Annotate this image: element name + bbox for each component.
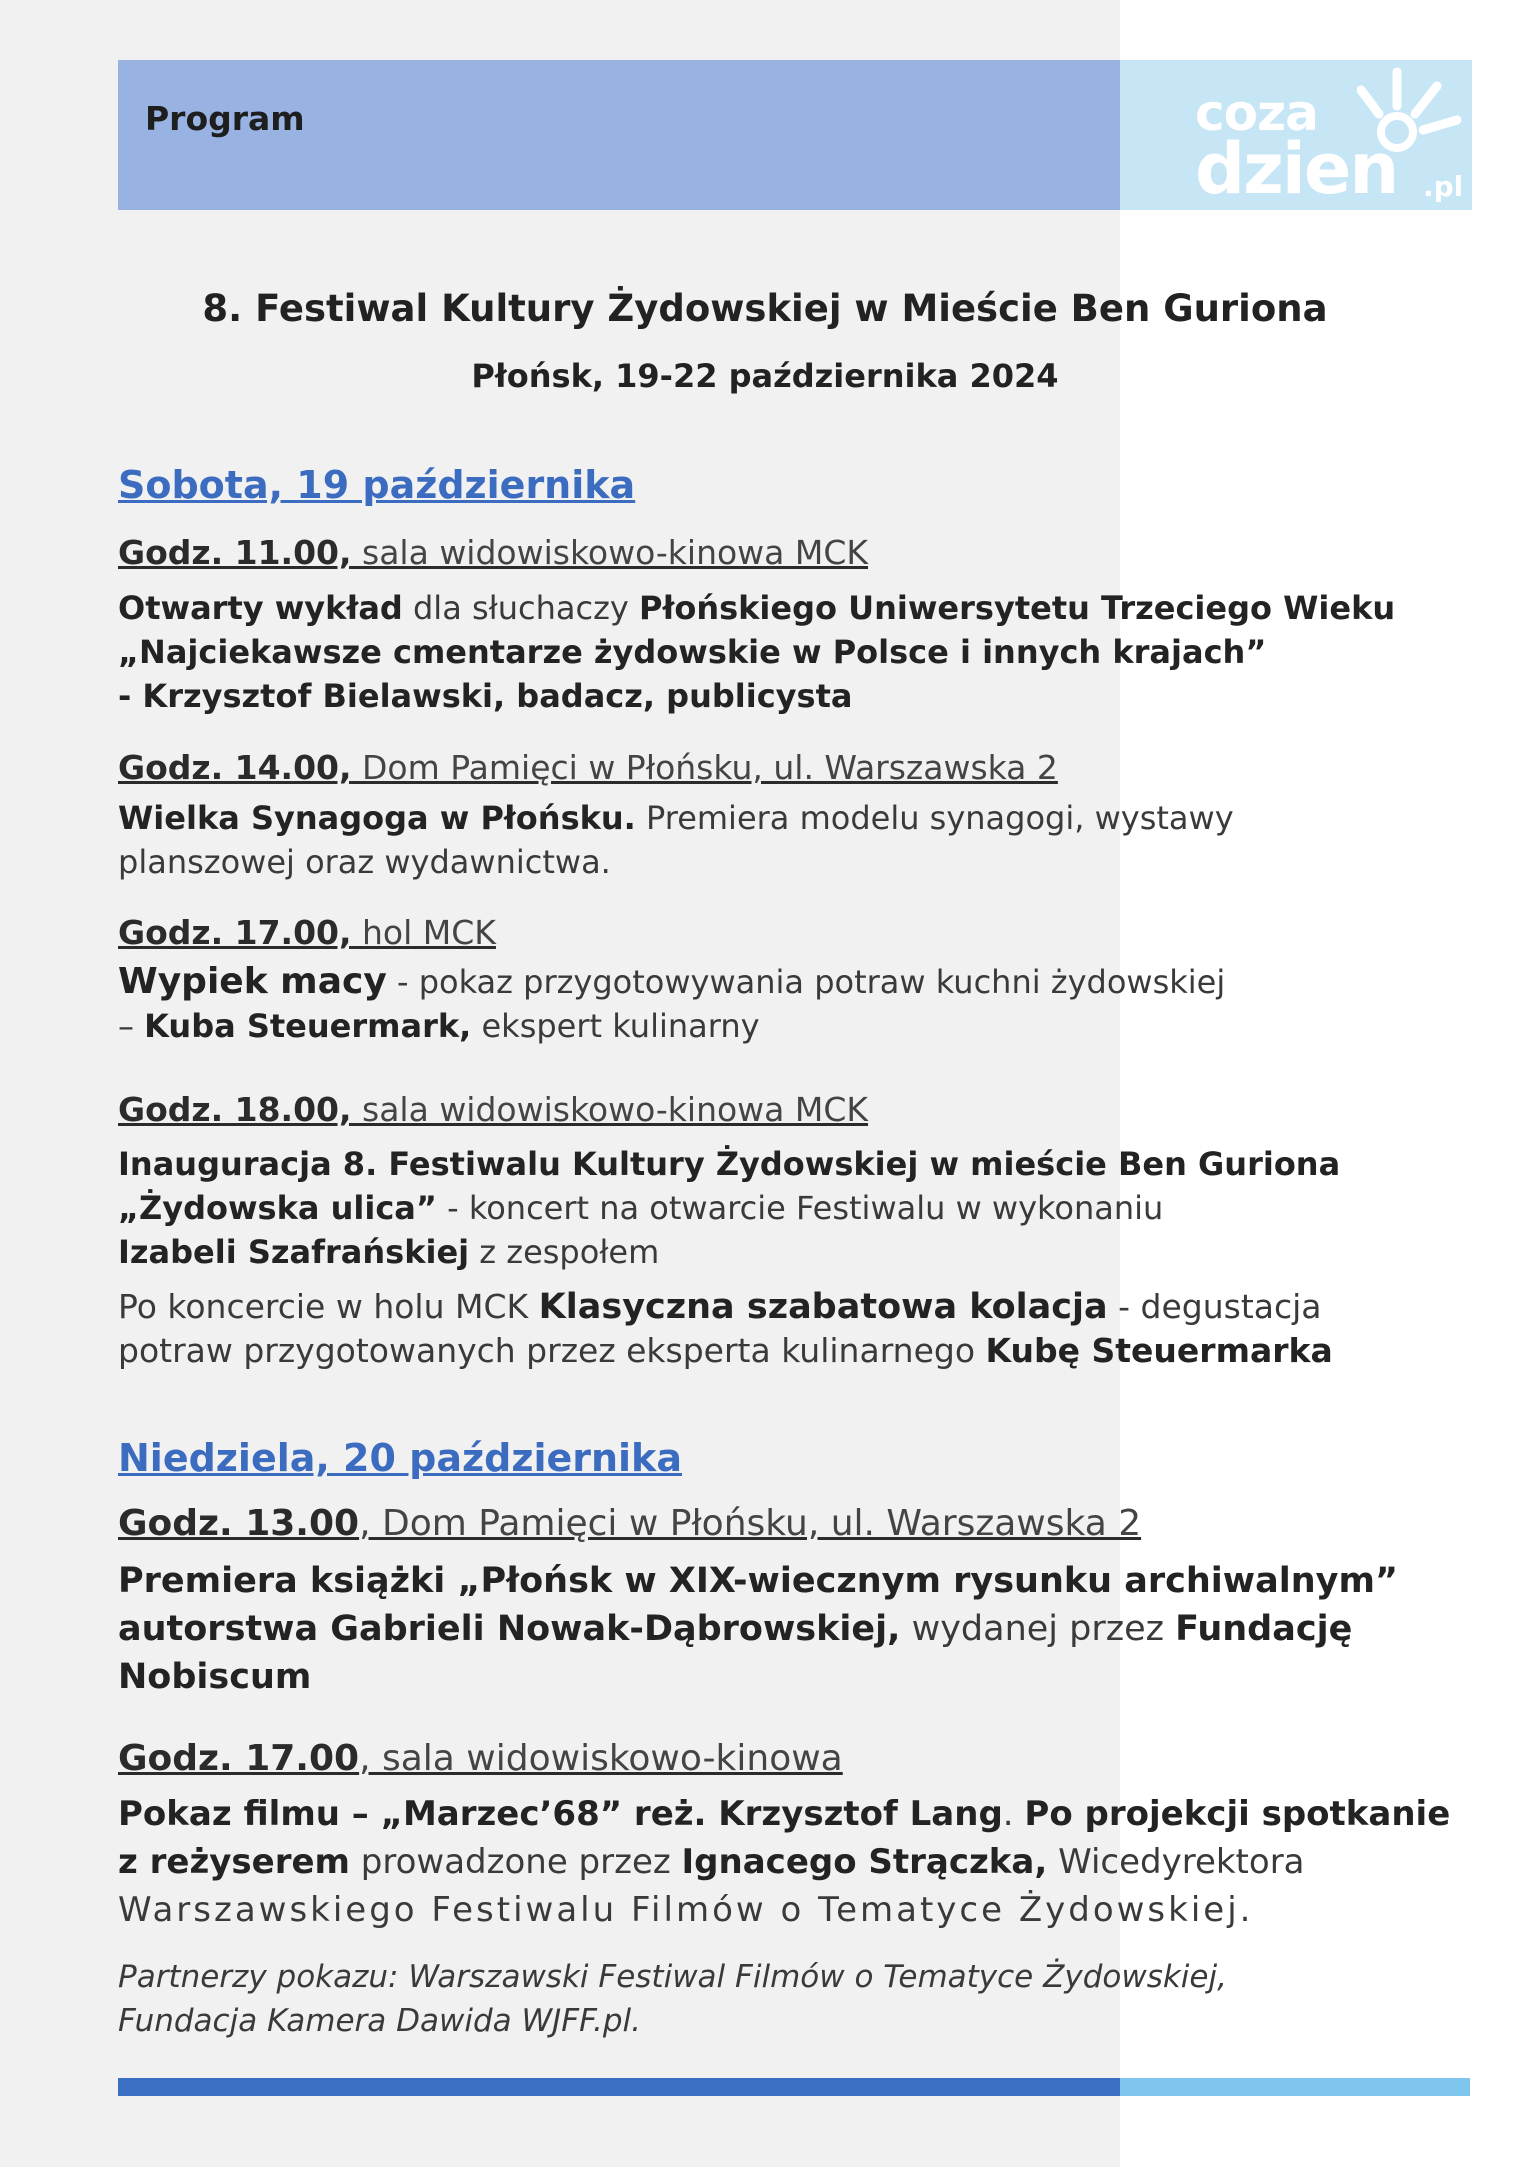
description-line (118, 840, 1234, 884)
text: ekspert kulinarny (471, 1007, 760, 1045)
event-description (118, 1557, 1398, 1701)
event-place: , Dom Pamięci w Płońsku, ul. Warszawska 2 (359, 1503, 1142, 1544)
event-time (118, 533, 868, 572)
event-hour: Godz. 18.00, (118, 1090, 352, 1129)
event-place: sala widowiskowo-kinowa MCK (351, 1090, 869, 1129)
description-line (118, 674, 1395, 718)
italic-text: Partnerzy pokazu: Warszawski Festiwal Filmów o Tematyce Żydowskiej, (118, 1959, 1227, 1995)
footer-bar-accent (1120, 2078, 1470, 2096)
text: - degustacja (1107, 1287, 1322, 1326)
dinner-description (118, 1285, 1333, 1373)
text: Po koncercie w holu MCK (118, 1287, 539, 1326)
description-line (118, 630, 1395, 674)
text: - koncert na otwarcie Festiwalu w wykonaniu (436, 1189, 1164, 1227)
event-hour: Godz. 17.00, (118, 913, 352, 952)
bold-text: autorstwa Gabrieli Nowak-Dąbrowskiej, (118, 1609, 901, 1649)
event-place: hol MCK (351, 913, 496, 952)
logo-text-dzien: dzien (1195, 128, 1398, 210)
day-heading-sunday: Niedziela, 20 października (118, 1436, 682, 1480)
bold-text: Nobiscum (118, 1657, 312, 1697)
day-heading-saturday: Sobota, 19 października (118, 463, 636, 507)
logo-text-pl: .pl (1423, 170, 1464, 203)
program-label: Program (145, 99, 305, 138)
description-line (118, 796, 1234, 840)
description-line (118, 1004, 1225, 1048)
festival-dates: Płońsk, 19-22 października 2024 (471, 357, 1059, 395)
event-description (118, 960, 1225, 1048)
description-line (118, 1186, 1340, 1230)
event-description (118, 1790, 1450, 1934)
bold-text: Premiera książki „Płońsk w XIX-wiecznym rysunku archiwalnym” (118, 1561, 1398, 1601)
bold-text: „Najciekawsze cmentarze żydowskie w Polsce i innych krajach” (118, 633, 1267, 671)
description-line (118, 1838, 1450, 1886)
bold-text: Izabeli Szafrańskiej (118, 1233, 470, 1271)
partners-line (118, 1999, 1227, 2043)
event-time (118, 1738, 843, 1779)
description-line (118, 586, 1395, 630)
text: Wicedyrektora (1047, 1842, 1305, 1882)
festival-title: 8. Festiwal Kultury Żydowskiej w Mieście Ben Guriona (202, 287, 1328, 330)
text: wydanej przez (900, 1609, 1176, 1649)
description-line (118, 1285, 1333, 1329)
event-description (118, 1142, 1340, 1274)
logo-text-coza: coza (1195, 84, 1318, 142)
bold-text: „Żydowska ulica” (118, 1189, 437, 1227)
text: – (118, 1007, 145, 1045)
event-place: sala widowiskowo-kinowa MCK (351, 533, 869, 572)
bold-text: Inauguracja 8. Festiwalu Kultury Żydowskiej w mieście Ben Guriona (118, 1145, 1341, 1183)
event-hour: Godz. 14.00, (118, 748, 352, 787)
event-time (118, 748, 1058, 787)
text: . (1002, 1794, 1025, 1834)
description-line (118, 1557, 1398, 1605)
bold-text: z reżyserem (118, 1842, 350, 1882)
text: Premiera modelu synagogi, wystawy (635, 799, 1234, 837)
event-time (118, 1503, 1141, 1544)
text: prowadzone przez (349, 1842, 682, 1882)
bold-text: Po projekcji spotkanie (1024, 1794, 1451, 1834)
bold-text: Kubę Steuermarka (985, 1331, 1333, 1370)
text: potraw przygotowanych przez eksperta kulinarnego (118, 1331, 986, 1370)
event-hour: Godz. 13.00 (118, 1503, 360, 1544)
bold-text: Pokaz filmu – „Marzec’68” reż. Krzysztof Lang (118, 1794, 1003, 1834)
description-line (118, 1886, 1450, 1934)
event-place: , sala widowiskowo-kinowa (359, 1738, 843, 1779)
event-description (118, 586, 1395, 718)
text: Warszawskiego Festiwalu Filmów o Tematyce Żydowskiej. (118, 1890, 1254, 1930)
description-line (118, 1230, 1340, 1274)
description-line (118, 1790, 1450, 1838)
event-hour: Godz. 17.00 (118, 1738, 360, 1779)
bold-text: Płońskiego Uniwersytetu Trzeciego Wieku (639, 589, 1396, 627)
description-line (118, 1605, 1398, 1653)
description-line (118, 1653, 1398, 1701)
cozadzien-logo (1195, 62, 1475, 210)
event-time (118, 1090, 868, 1129)
bold-text: Klasyczna szabatowa kolacja (538, 1287, 1108, 1327)
event-place: Dom Pamięci w Płońsku, ul. Warszawska 2 (351, 748, 1058, 787)
description-line (118, 960, 1225, 1004)
italic-text: Fundacja Kamera Dawida WJFF.pl. (118, 2003, 641, 2039)
footer-bar (118, 2078, 1120, 2096)
bold-text: Ignacego Strączka, (681, 1842, 1048, 1882)
text: - pokaz przygotowywania potraw kuchni żydowskiej (386, 963, 1226, 1001)
event-description (118, 796, 1234, 884)
partners-note (118, 1955, 1227, 2043)
partners-line (118, 1955, 1227, 1999)
bold-text: - Krzysztof Bielawski, badacz, publicysta (118, 677, 853, 715)
text: z zespołem (469, 1233, 660, 1271)
event-time (118, 913, 496, 952)
description-line (118, 1142, 1340, 1186)
description-line (118, 1329, 1333, 1373)
text: planszowej oraz wydawnictwa. (118, 843, 611, 881)
bold-text: Kuba Steuermark, (144, 1007, 472, 1045)
bold-text: Otwarty wykład (118, 589, 403, 627)
bold-text: Wypiek macy (118, 961, 387, 1002)
text: dla słuchaczy (402, 589, 639, 627)
bold-text: Fundację (1175, 1609, 1353, 1649)
bold-text: Wielka Synagoga w Płońsku. (118, 799, 636, 837)
event-hour: Godz. 11.00, (118, 533, 352, 572)
